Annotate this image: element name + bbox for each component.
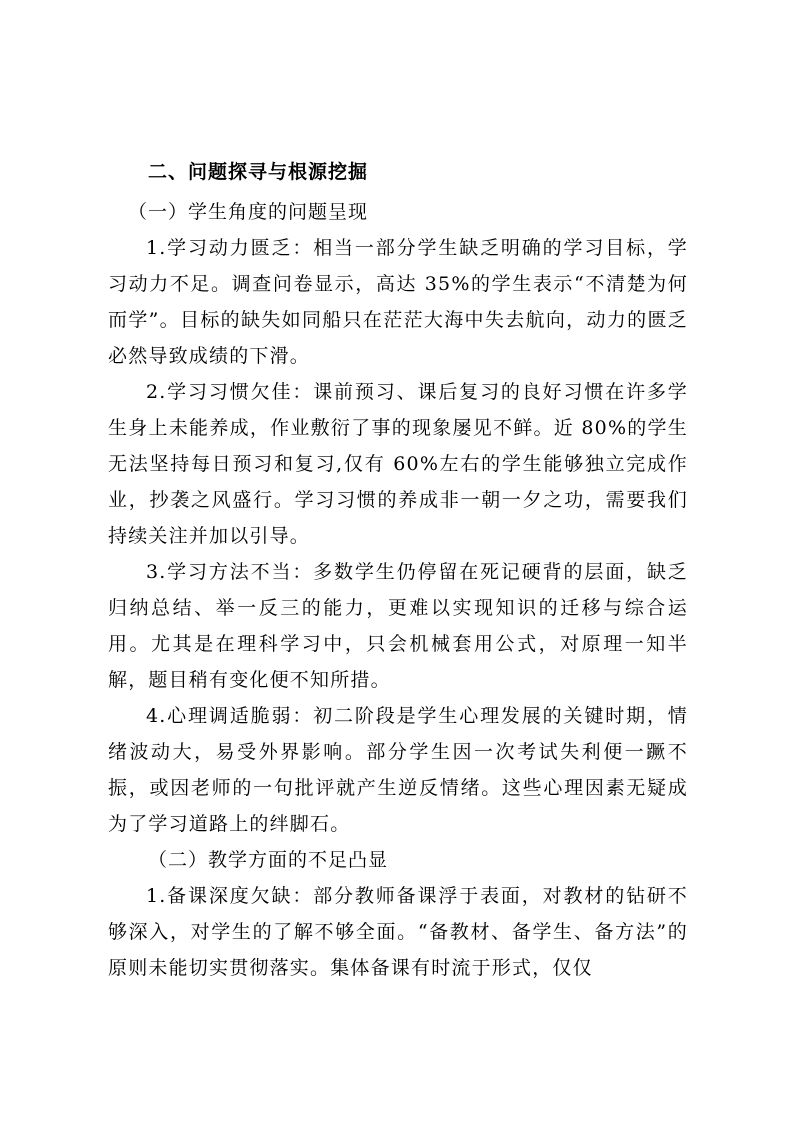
section-heading: 二、问题探寻与根源挖掘 [148,161,369,183]
subsection-heading-students: （一）学生角度的问题呈现 [128,201,369,223]
paragraph-lesson-preparation: 1.备课深度欠缺：部分教师备课浮于表面，对教材的钻研不够深入，对学生的了解不够全面。“备教材、备学生、备方法”的原则未能切实贯彻落实。集体备课有时流于形式，仅仅 [108,885,688,979]
subsection-heading-teaching: （二）教学方面的不足凸显 [148,849,389,871]
paragraph-learning-habits: 2.学习习惯欠佳：课前预习、课后复习的良好习惯在许多学生身上未能养成，作业敷衍了事的现象屡见不鲜。近 80%的学生无法坚持每日预习和复习,仅有 60%左右的学生能够独立完成作业，抄袭之风盛行。学习习惯的养成非一朝一夕之功，需要我们持续关注并加以引导。 [108,381,688,547]
paragraph-learning-methods: 3.学习方法不当：多数学生仍停留在死记硬背的层面，缺乏归纳总结、举一反三的能力，更难以实现知识的迁移与综合运用。尤其是在理科学习中，只会机械套用公式，对原理一知半解，题目稍有变化便不知所措。 [108,561,688,691]
paragraph-psychological-adjustment: 4.心理调适脆弱：初二阶段是学生心理发展的关键时期，情绪波动大，易受外界影响。部分学生因一次考试失利便一蹶不振，或因老师的一句批评就产生逆反情绪。这些心理因素无疑成为了学习道路上的绊脚石。 [108,705,688,835]
paragraph-learning-motivation: 1.学习动力匮乏：相当一部分学生缺乏明确的学习目标，学习动力不足。调查问卷显示，高达 35%的学生表示“不清楚为何而学”。目标的缺失如同船只在茫茫大海中失去航向，动力的匮乏必然导致成绩的下滑。 [108,237,688,367]
